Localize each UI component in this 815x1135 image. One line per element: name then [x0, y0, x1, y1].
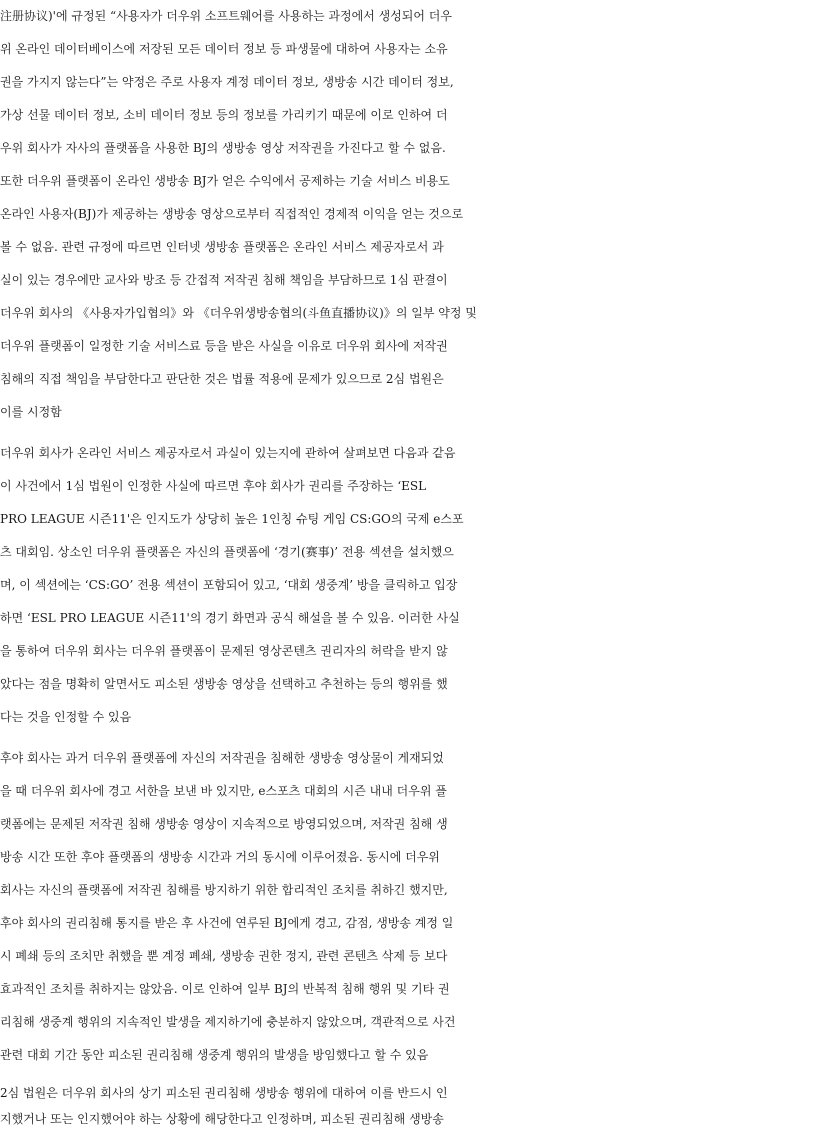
paragraph-3-line-1: 을 때 더우위 회사에 경고 서한을 보낸 바 있지만, e스포츠 대회의 시즌 내내 더우위 플 — [0, 784, 447, 798]
paragraph-1-line-0: 더우위 회사가 온라인 서비스 제공자로서 과실이 있는지에 관하여 살펴보면 다음과 같음 — [0, 446, 456, 460]
paragraph-0-line-5: 또한 더우위 플랫폼이 온라인 생방송 BJ가 얻은 수익에서 공제하는 기술 서비스 비용도 — [0, 174, 450, 188]
paragraph-0-line-0: 注册协议)'에 규정된 “사용자가 더우위 소프트웨어를 사용하는 과정에서 생성되어 더우 — [0, 9, 452, 23]
paragraph-2-line-6: 았다는 점을 명확히 알면서도 피소된 생방송 영상을 선택하고 추천하는 등의 행위를 했 — [0, 677, 448, 691]
paragraph-0-line-11: 침해의 직접 책임을 부담한다고 판단한 것은 법률 적용에 문제가 있으므로 2심 법원은 — [0, 372, 444, 386]
paragraph-2-line-7: 다는 것을 인정할 수 있음 — [0, 710, 132, 724]
paragraph-3-line-7: 효과적인 조치를 취하지는 않았음. 이로 인하여 일부 BJ의 반복적 침해 행위 및 기타 권 — [0, 982, 450, 996]
paragraph-0-line-1: 위 온라인 데이터베이스에 저장된 모든 데이터 정보 등 파생물에 대하여 사용자는 소유 — [0, 42, 448, 56]
paragraph-0-line-12: 이를 시정함 — [0, 405, 62, 419]
paragraph-3-line-4: 회사는 자신의 플랫폼에 저작권 침해를 방지하기 위한 합리적인 조치를 취하긴 했지만, — [0, 883, 448, 897]
paragraph-0-line-8: 실이 있는 경우에만 교사와 방조 등 간접적 저작권 침해 책임을 부담하므로 1심 판결이 — [0, 273, 448, 287]
paragraph-4-line-1: 지했거나 또는 인지했어야 하는 상황에 해당한다고 인정하며, 피소된 권리침해 생방송 — [0, 1112, 444, 1126]
paragraph-4-line-0: 2심 법원은 더우위 회사의 상기 피소된 권리침해 생방송 행위에 대하여 이를 반드시 인 — [0, 1086, 448, 1100]
paragraph-0-line-2: 권을 가지지 않는다”는 약정은 주로 사용자 계정 데이터 정보, 생방송 시간 데이터 정보, — [0, 75, 454, 89]
paragraph-2-line-0: 이 사건에서 1심 법원이 인정한 사실에 따르면 후야 회사가 권리를 주장하는 ‘ESL — [0, 479, 427, 493]
paragraph-3-line-2: 랫폼에는 문제된 저작권 침해 생방송 영상이 지속적으로 방영되었으며, 저작권 침해 생 — [0, 817, 448, 831]
paragraph-2-line-1: PRO LEAGUE 시즌11'은 인지도가 상당히 높은 1인칭 슈팅 게임 CS:GO의 국제 e스포 — [0, 512, 464, 526]
paragraph-2-line-2: 츠 대회임. 상소인 더우위 플랫폼은 자신의 플랫폼에 ‘경기(赛事)’ 전용 섹션을 설치했으 — [0, 545, 454, 559]
paragraph-0-line-9: 더우위 회사의 《사용자가입협의》와 《더우위생방송협의(斗鱼直播协议)》의 일부 약정 및 — [0, 306, 477, 320]
paragraph-3-line-5: 후야 회사의 권리침해 통지를 받은 후 사건에 연루된 BJ에게 경고, 감점, 생방송 계정 일 — [0, 916, 454, 930]
paragraph-0-line-4: 우위 회사가 자사의 플랫폼을 사용한 BJ의 생방송 영상 저작권을 가진다고 할 수 없음. — [0, 141, 446, 155]
paragraph-3-line-0: 후야 회사는 과거 더우위 플랫폼에 자신의 저작권을 침해한 생방송 영상물이 게재되었 — [0, 751, 444, 765]
paragraph-3-line-8: 리침해 생중계 행위의 지속적인 발생을 제지하기에 충분하지 않았으며, 객관적으로 사건 — [0, 1015, 456, 1029]
paragraph-3-line-6: 시 폐쇄 등의 조치만 취했을 뿐 계정 폐쇄, 생방송 권한 정지, 관련 콘텐츠 삭제 등 보다 — [0, 949, 448, 963]
paragraph-0-line-7: 볼 수 없음. 관련 규정에 따르면 인터넷 생방송 플랫폼은 온라인 서비스 제공자로서 과 — [0, 240, 444, 254]
paragraph-3-line-9: 관련 대회 기간 동안 피소된 권리침해 생중계 행위의 발생을 방임했다고 할 수 있음 — [0, 1048, 429, 1062]
paragraph-2-line-5: 을 통하여 더우위 회사는 더우위 플랫폼이 문제된 영상콘텐츠 권리자의 허락을 받지 않 — [0, 644, 448, 658]
paragraph-0-line-6: 온라인 사용자(BJ)가 제공하는 생방송 영상으로부터 직접적인 경제적 이익을 얻는 것으로 — [0, 207, 464, 221]
paragraph-0-line-10: 더우위 플랫폼이 일정한 기술 서비스료 등을 받은 사실을 이유로 더우위 회사에 저작권 — [0, 339, 448, 353]
paragraph-2-line-3: 며, 이 섹션에는 ‘CS:GO’ 전용 섹션이 포함되어 있고, ‘대회 생중계’ 방을 클릭하고 입장 — [0, 578, 458, 592]
paragraph-2-line-4: 하면 ‘ESL PRO LEAGUE 시즌11'의 경기 화면과 공식 해설을 볼 수 있음. 이러한 사실 — [0, 611, 460, 625]
paragraph-3-line-3: 방송 시간 또한 후야 플랫폼의 생방송 시간과 거의 동시에 이루어졌음. 동시에 더우위 — [0, 850, 440, 864]
paragraph-0-line-3: 가상 선물 데이터 정보, 소비 데이터 정보 등의 정보를 가리키기 때문에 이로 인하여 더 — [0, 108, 448, 122]
